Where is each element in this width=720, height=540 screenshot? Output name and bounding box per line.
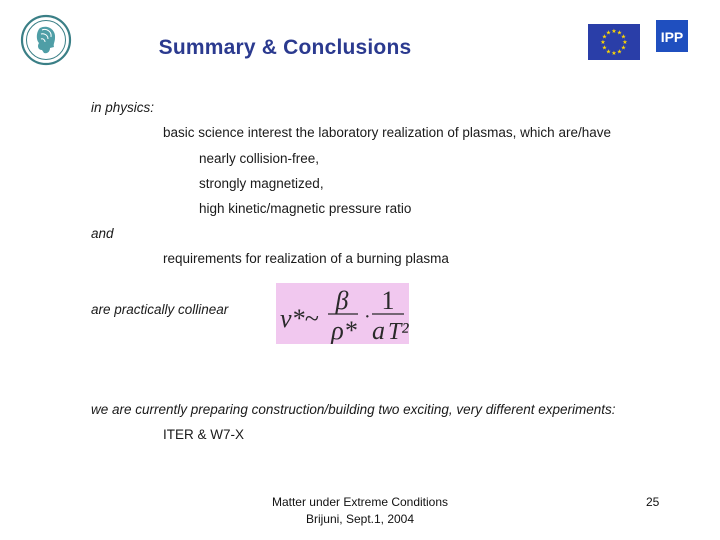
formula-a: a xyxy=(372,316,385,344)
in-physics-label: in physics: xyxy=(91,100,155,115)
eu-star-icon: ★ xyxy=(620,45,627,52)
requirements-text: requirements for realization of a burning plasma xyxy=(163,251,449,266)
eu-star-icon: ★ xyxy=(622,40,628,46)
eu-flag-icon xyxy=(588,24,640,60)
eu-star-icon: ★ xyxy=(616,30,623,37)
formula-one: 1 xyxy=(381,286,395,315)
eu-star-icon: ★ xyxy=(601,34,608,41)
eu-star-icon: ★ xyxy=(605,30,612,37)
eu-star-icon: ★ xyxy=(600,40,606,46)
experiments-text: ITER & W7-X xyxy=(163,427,245,442)
slide-title: Summary & Conclusions xyxy=(158,36,412,59)
formula-beta: β xyxy=(335,286,349,315)
formula-rho-star: ρ* xyxy=(331,316,357,344)
eu-star-icon: ★ xyxy=(601,45,608,52)
ipp-logo xyxy=(656,20,688,52)
eu-star-icon: ★ xyxy=(611,51,617,57)
eu-star-icon: ★ xyxy=(616,49,623,56)
ipp-logo-text: IPP xyxy=(660,29,684,45)
eu-star-icon: ★ xyxy=(611,29,617,35)
property-item: strongly magnetized, xyxy=(199,176,324,191)
footer-line-1: Matter under Extreme Conditions xyxy=(271,495,449,509)
eu-star-icon: ★ xyxy=(605,49,612,56)
footer-info xyxy=(240,494,480,528)
formula-dot: · xyxy=(364,306,371,328)
page-number: 25 xyxy=(646,495,660,509)
formula-image xyxy=(276,283,409,344)
footer-line-2: Brijuni, Sept.1, 2004 xyxy=(305,512,415,526)
formula-nu-star: ν*~ xyxy=(280,304,319,333)
collinear-text: are practically collinear xyxy=(91,302,229,317)
preparing-text: we are currently preparing construction/building two exciting, very different experiments: xyxy=(91,402,616,417)
basic-science-text: basic science interest the laboratory realization of plasmas, which are/have xyxy=(163,125,611,140)
formula-t2: T² xyxy=(388,319,409,344)
property-item: high kinetic/magnetic pressure ratio xyxy=(199,201,412,216)
and-label: and xyxy=(91,226,114,241)
property-item: nearly collision-free, xyxy=(199,151,320,166)
eu-star-icon: ★ xyxy=(620,34,627,41)
